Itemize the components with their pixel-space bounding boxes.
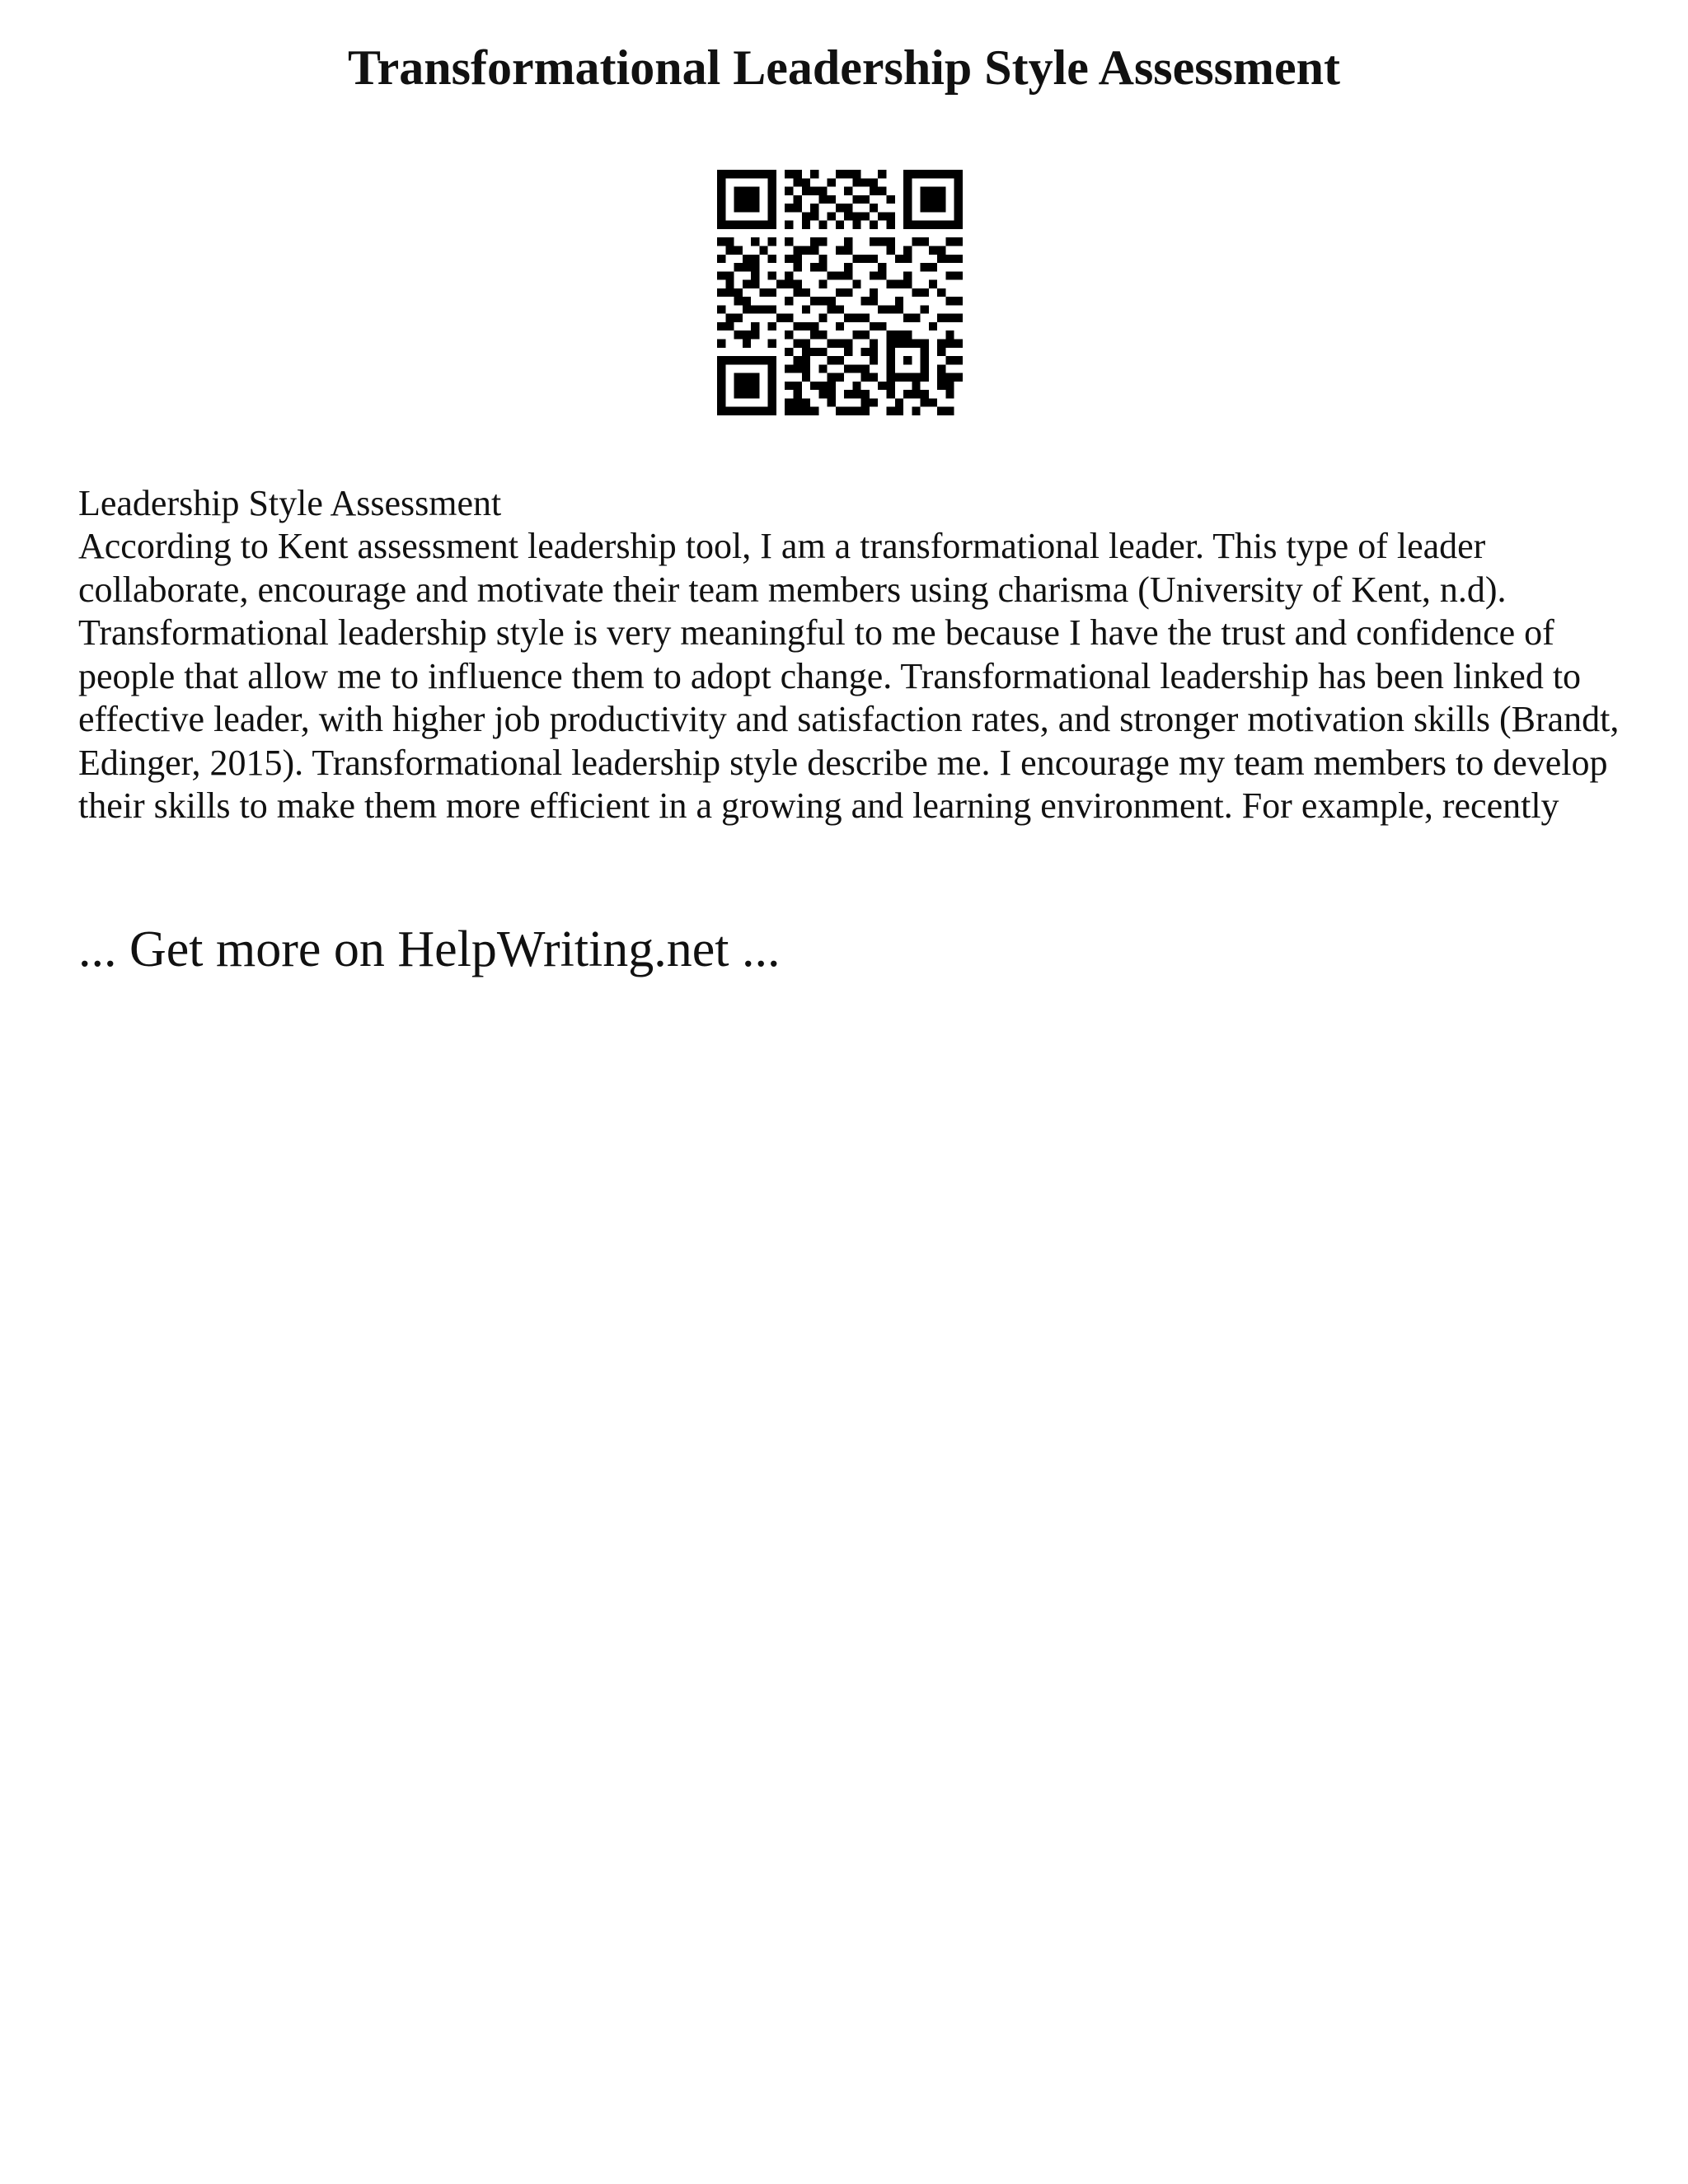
body-paragraph: According to Kent assessment leadership tool, I am a transformational leader. This type of leader collaborate, encourage and motivate their team members using charisma (University of Kent, n.d). Transformational leadership style is very meaningful to me because I have the trust and confidence of people that allow me to influence them to adopt change. Transformational leadership has been linked to effective leader, with higher job productivity and satisfaction rates, and stronger motivation skills (Brandt, Edinger, 2015). Transformational leadership style describe me. I encourage my team members to develop their skills to make them more efficient in a growing and learning environment. For example, recently bbox=[78, 526, 1620, 826]
qr-code bbox=[717, 170, 963, 415]
qr-code-graphic bbox=[717, 170, 963, 415]
document-content bbox=[78, 482, 1628, 828]
section-heading: Leadership Style Assessment bbox=[78, 483, 502, 523]
get-more-link[interactable]: ... Get more on HelpWriting.net ... bbox=[78, 921, 781, 977]
document-title: Transformational Leadership Style Assessment bbox=[348, 40, 1340, 95]
